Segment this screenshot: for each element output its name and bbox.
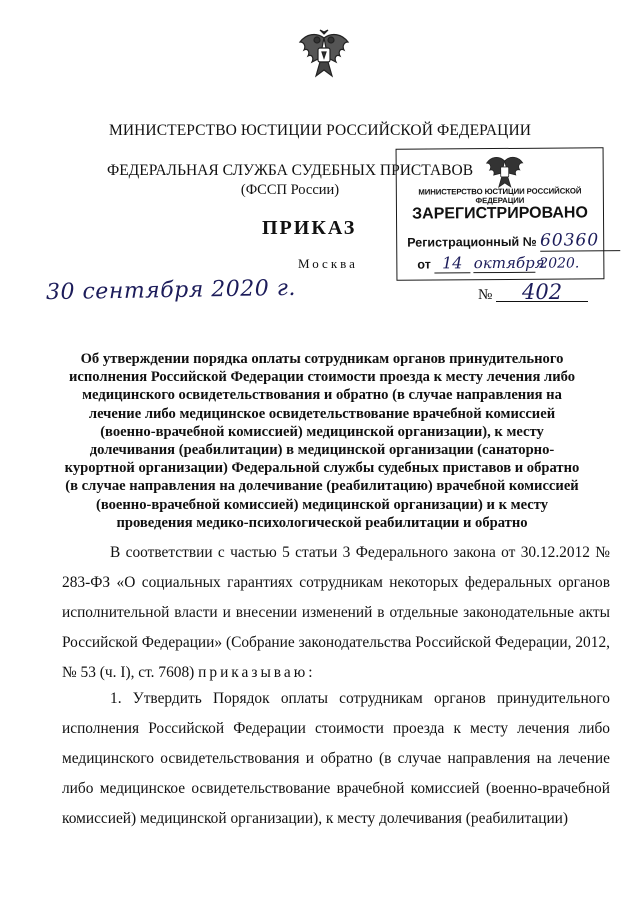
preamble-text: В соответствии с частью 5 статьи 3 Федерального закона от 30.12.2012 № 283-ФЗ «О социальных гарантиях сотрудникам некоторых федеральных органов исполнительной власти и внесении изменений в отдельные законодательные акты Российской Федерации» (Собрание законодательства Российской Федерации, 2012, № 53 (ч. I), ст. 7608) xyxy=(62,544,610,681)
stamp-ministry: МИНИСТЕРСТВО ЮСТИЦИИ РОССИЙСКОЙ ФЕДЕРАЦИИ xyxy=(418,186,582,206)
order-verb: приказываю: xyxy=(198,664,316,681)
preamble-paragraph xyxy=(62,538,610,688)
document-title: Об утверждении порядка оплаты сотрудникам органов принудительного исполнения Российской Федерации стоимости проезда к месту лечения либо медицинского освидетельствования и обратно (в случае направления на лечение либо медицинское освидетельствование врачебной комиссией (военно-врачебной комиссией) медицинской организации), к месту долечивания (реабилитации) в медицинской организации (санаторно-курортной организации) Федеральной службы судебных приставов и обратно (в случае направления на долечивание (реабилитацию) врачебной комиссией (военно-врачебной комиссией) медицинской организации) и к месту проведения медико-психологической реабилитации и обратно xyxy=(64,351,580,531)
city: Москва xyxy=(298,256,358,271)
stamp-emblem-icon xyxy=(485,153,525,191)
document-type: ПРИКАЗ xyxy=(262,217,357,239)
registration-stamp xyxy=(396,147,605,280)
order-number: 402 xyxy=(496,283,588,302)
stamp-date-prefix: от xyxy=(417,257,431,272)
signed-date: 30 сентября 2020 г. xyxy=(45,275,297,306)
stamp-reg-label: Регистрационный № xyxy=(407,234,537,250)
service-name: ФЕДЕРАЛЬНАЯ СЛУЖБА СУДЕБНЫХ ПРИСТАВОВ xyxy=(106,162,474,179)
stamp-reg-number: 60360 xyxy=(540,230,620,252)
stamp-date-row xyxy=(417,252,579,273)
item-1-paragraph: 1. Утвердить Порядок оплаты сотрудникам органов принудительного исполнения Российской Федерации стоимости проезда к месту лечения либо медицинского освидетельствования и обратно (в случае направления на лечение либо медицинское освидетельствование врачебной комиссией (военно-врачебной комиссией) медицинской организации), к месту долечивания (реабилитации) xyxy=(62,690,610,827)
stamp-registration-row xyxy=(407,230,620,252)
stamp-date-month: октября xyxy=(473,253,545,273)
order-number-row xyxy=(478,280,588,304)
ministry-name: МИНИСТЕРСТВО ЮСТИЦИИ РОССИЙСКОЙ ФЕДЕРАЦИИ xyxy=(108,122,532,139)
coat-of-arms-icon xyxy=(296,28,352,88)
service-abbreviation: (ФССП России) xyxy=(240,182,340,198)
stamp-date-day: 14 xyxy=(434,253,470,273)
order-number-label: № xyxy=(478,287,493,303)
stamp-status: ЗАРЕГИСТРИРОВАНО xyxy=(412,204,588,223)
stamp-date-year: 2020. xyxy=(539,255,580,272)
